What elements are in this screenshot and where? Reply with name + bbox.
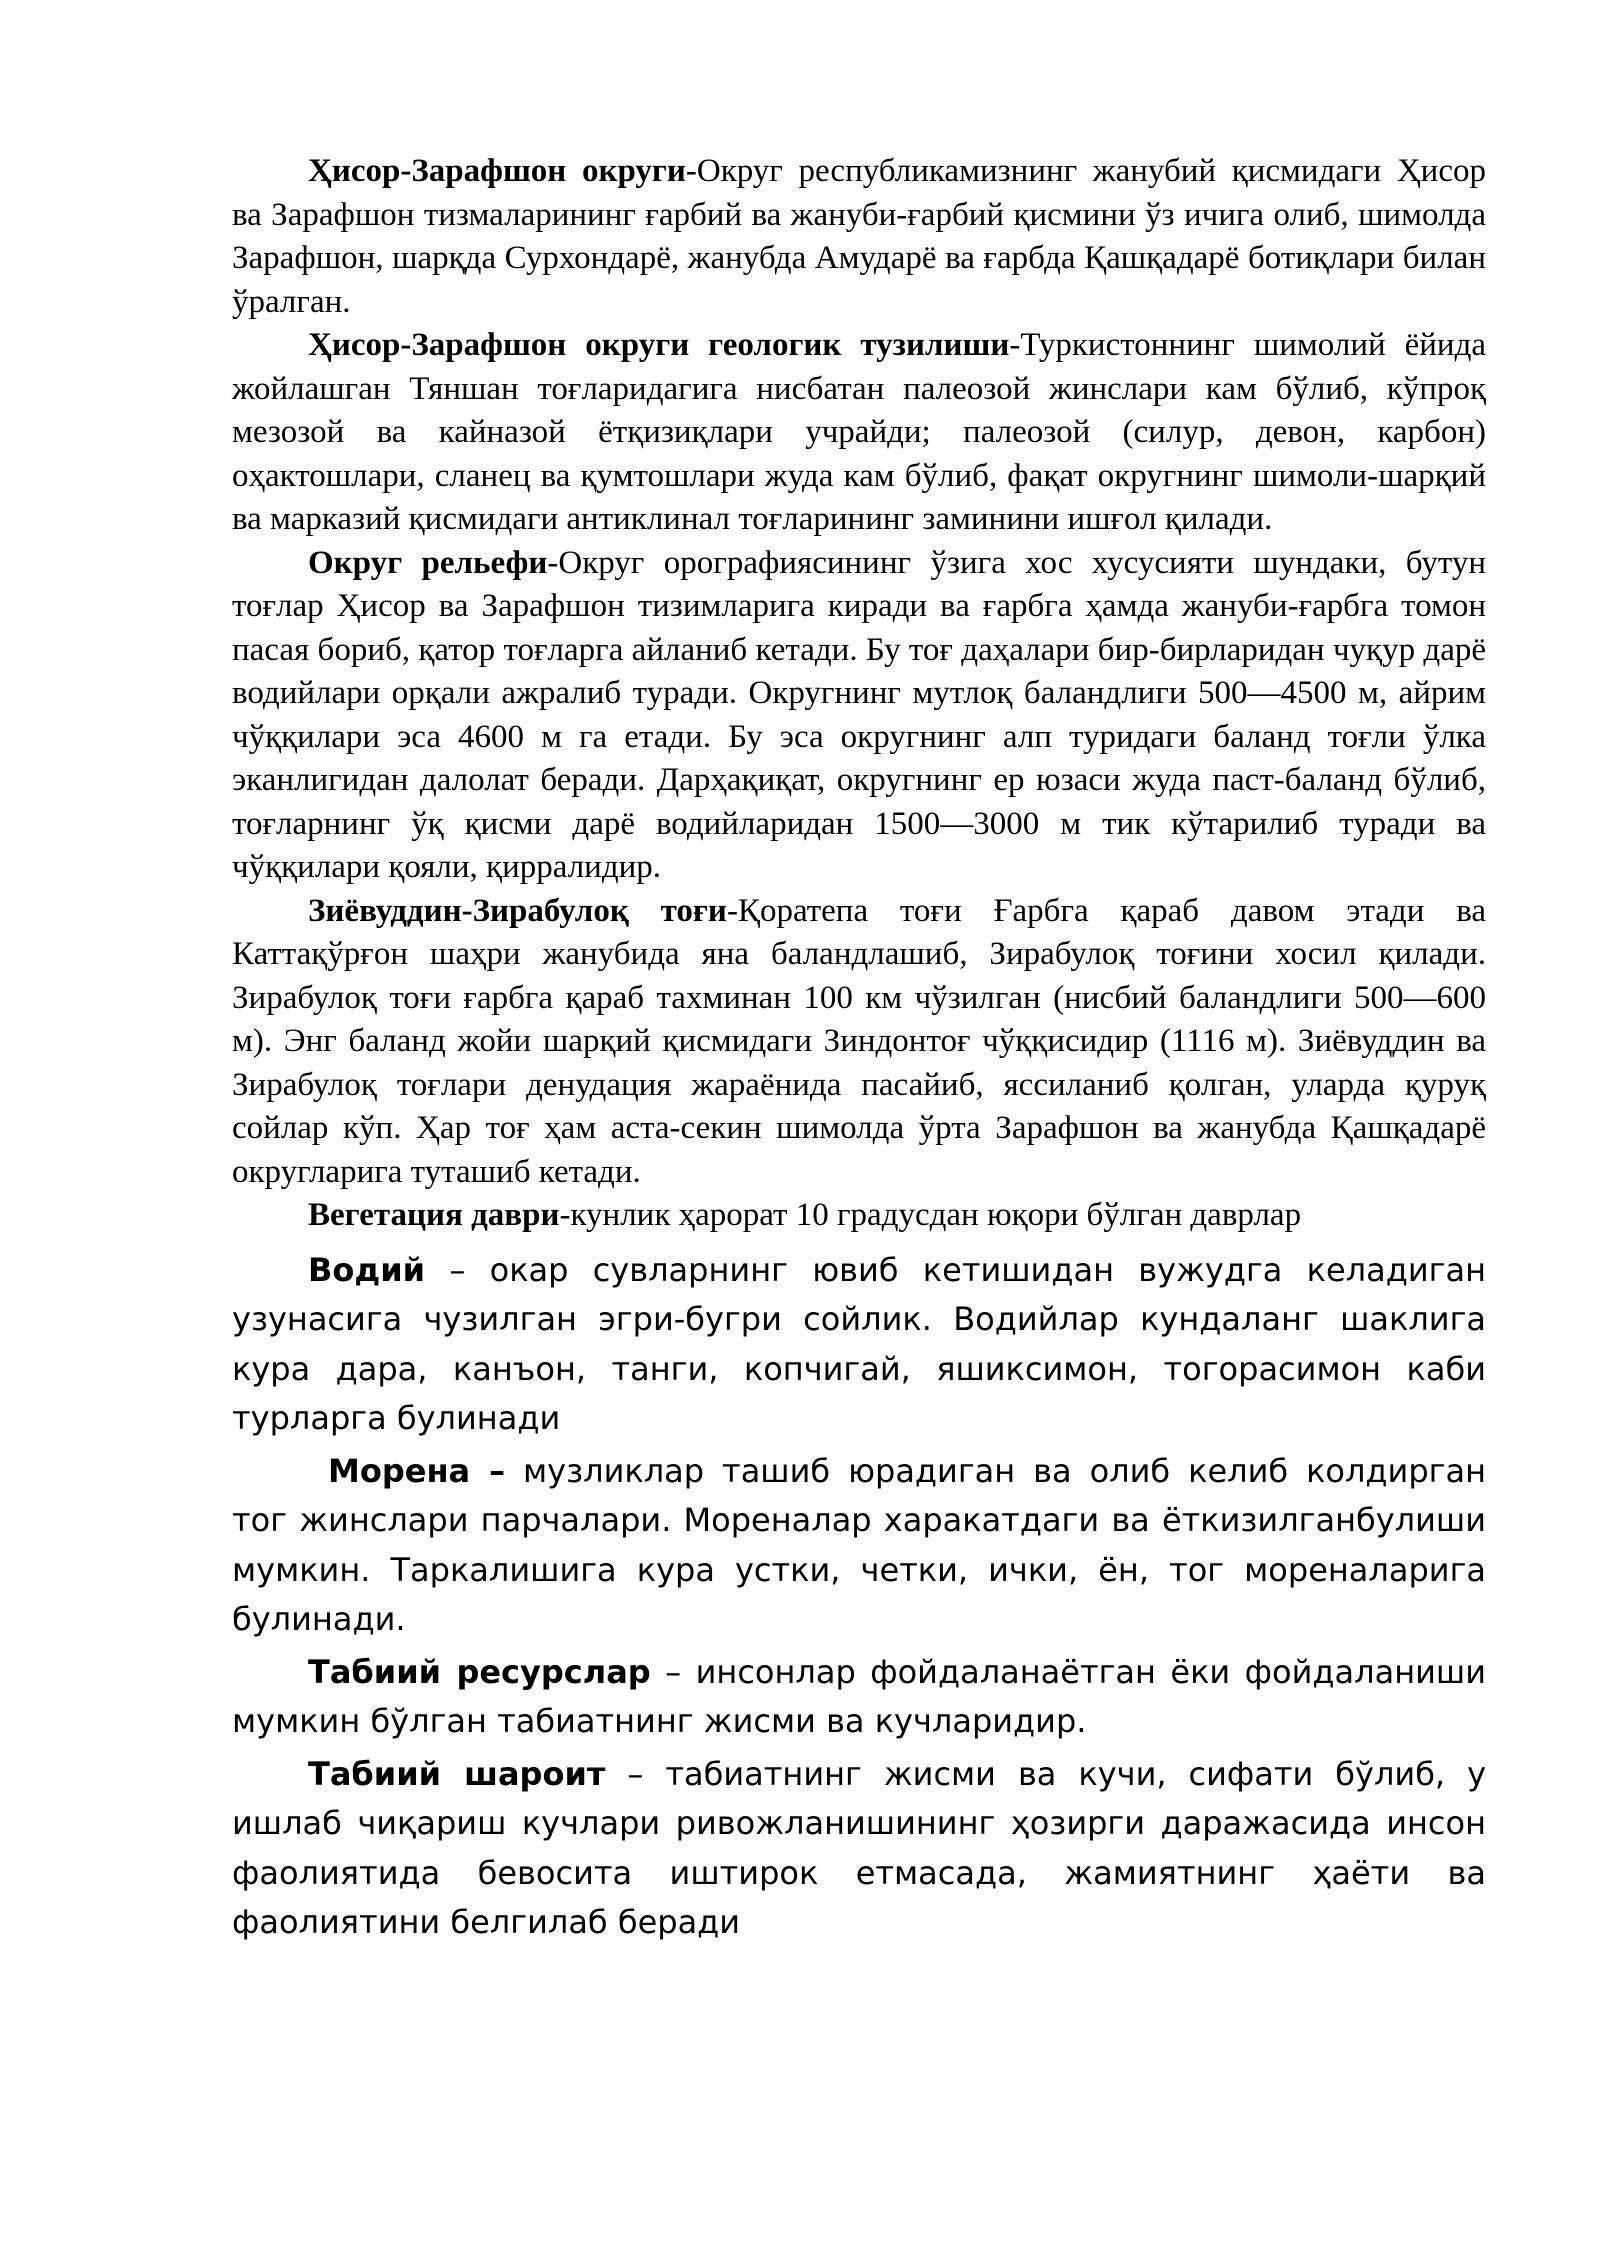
paragraph-text: -Туркистоннинг шимолий ёйида жойлашган Тяншан тоғларидагига нисбатан палеозой жинслари кам бўлиб, кўпроқ мезозой ва кайназой ётқизиқлари учрайди; палеозой (силур, девон, карбон) оҳактошлари, сланец ва қумтошлари жуда кам бўлиб, фақат округнинг шимоли-шарқий ва марказий қисмидаги антиклинал тоғларининг заминини ишғол қилади. <box>232 327 1487 537</box>
term-heading: Водий <box>308 1250 426 1289</box>
paragraph-geologik-tuzilishi <box>232 324 1486 542</box>
term-heading: Морена – <box>328 1451 506 1490</box>
paragraph-text: – окар сувларнинг ювиб кетишидан вужудга келадиган узунасига чузилган эгри-бугри сойлик. Водийлар кундаланг шаклига кура дара, канъон, танги, копчигай, яшиксимон, тогорасимон каби турларга булинади <box>232 1250 1486 1437</box>
paragraph-hisor-zarafshon-okrugi <box>232 150 1486 324</box>
term-heading: Табиий шароит <box>308 1754 606 1793</box>
paragraph-text: -Қоратепа тоғи Ғарбга қараб давом этади ва Каттақўрғон шаҳри жанубида яна баландлашиб, Зирабулоқ тоғини хосил қилади. Зирабулоқ тоғи ғарбга қараб тахминан 100 км чўзилган (нисбий баландлиги 500—600 м). Энг баланд жойи шарқий қисмидаги Зиндонтоғ чўққисидир (1116 м). Зиёвуддин ва Зирабулоқ тоғлари денудация жараёнида пасайиб, яссиланиб қолган, уларда қуруқ сойлар кўп. Ҳар тоғ ҳам аста-секин шимолда ўрта Зарафшон ва жанубда Қашқадарё округларига туташиб кетади. <box>232 892 1486 1190</box>
paragraph-text: -Округ орографиясининг ўзига хос хусусияти шундаки, бутун тоғлар Ҳисор ва Зарафшон тизимларига киради ва ғарбга ҳамда жануби-ғарбга томон пасая бориб, қатор тоғларга айланиб кетади. Бу тоғ даҳалари бир-бирларидан чуқур дарё водийлари орқали ажралиб туради. Округнинг мутлоқ баландлиги 500—4500 м, айрим чўққилари эса 4600 м га етади. Бу эса округнинг алп туридаги баланд тоғли ўлка эканлигидан далолат беради. Дарҳақиқат, округнинг ер юзаси жуда паст-баланд бўлиб, тоғларнинг ўқ қисми дарё водийларидан 1500—3000 м тик кўтарилиб туради ва чўққилари қояли, қирралидир. <box>232 544 1486 885</box>
paragraph-text: – инсонлар фойдаланаётган ёки фойдаланиши мумкин бўлган табиатнинг жисми ва кучларидир. <box>232 1652 1487 1740</box>
paragraph-text: музликлар ташиб юрадиган ва олиб келиб колдирган тог жинслари парчалари. Мореналар харакатдаги ва ёткизилганбулиши мумкин. Таркалишига кура устки, четки, ички, ён, тог мореналарига булинади. <box>232 1451 1487 1638</box>
term-heading: Ҳисор-Зарафшон округи геологик тузилиши <box>308 327 1010 363</box>
paragraph-text: -кунлик ҳарорат 10 градусдан юқори бўлган даврлар <box>559 1197 1302 1233</box>
paragraph-text: -Округ республикамизнинг жанубий қисмидаги Ҳисор ва Зарафшон тизмаларининг ғарбий ва жануби-ғарбий қисмини ўз ичига олиб, шимолда Зарафшон, шарқда Сурхондарё, жанубда Амударё ва ғарбда Қашқадарё ботиқлари билан ўралган. <box>232 153 1486 320</box>
paragraph-okrug-relefi <box>232 542 1486 890</box>
term-heading: Зиёвуддин-Зирабулоқ тоғи <box>308 892 727 929</box>
term-heading: Вегетация даври <box>308 1197 560 1233</box>
paragraph-morena <box>232 1447 1486 1645</box>
term-heading: Округ рельефи <box>308 544 548 581</box>
paragraph-zirabuloq-togi <box>232 890 1486 1195</box>
document-page <box>232 150 1486 1951</box>
paragraph-tabiiy-resurslar <box>232 1648 1486 1747</box>
paragraph-vegetatsiya-davri <box>232 1194 1486 1238</box>
term-heading: Табиий ресурслар <box>308 1652 651 1691</box>
paragraph-tabiiy-sharoit <box>232 1750 1486 1948</box>
paragraph-text: – табиатнинг жисми ва кучи, сифати бўлиб, у ишлаб чиқариш кучлари ривожланишининг ҳозирги даражасида инсон фаолиятида бевосита иштирок етмасада, жамиятнинг ҳаёти ва фаолиятини белгилаб беради <box>232 1754 1487 1941</box>
term-heading: Ҳисор-Зарафшон округи <box>308 153 686 189</box>
paragraph-vodiy <box>232 1246 1486 1444</box>
